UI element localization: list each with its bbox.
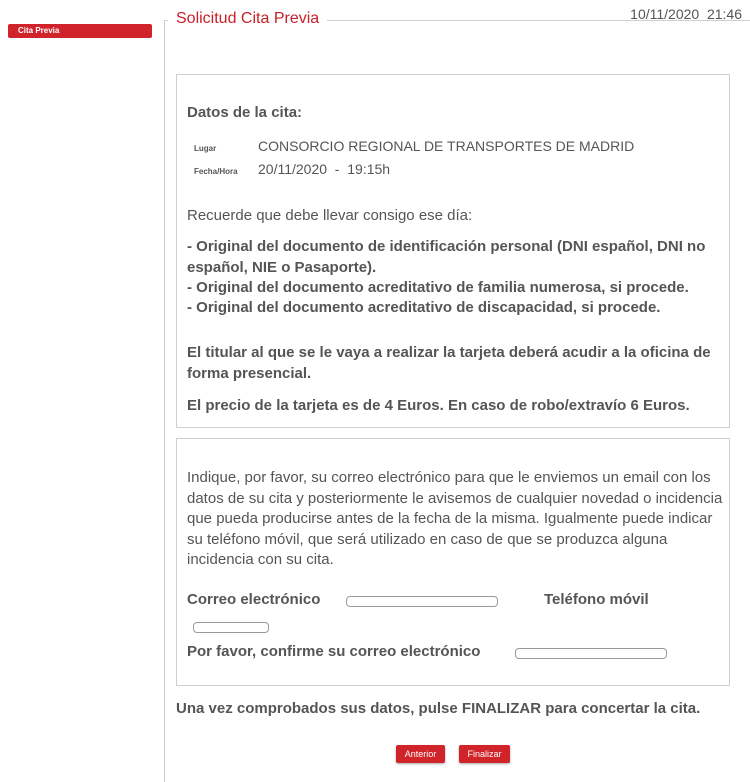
appointment-heading: Datos de la cita: xyxy=(187,104,303,121)
place-label: Lugar xyxy=(194,144,217,153)
previous-button[interactable]: Anterior xyxy=(396,745,445,763)
place-value: CONSORCIO REGIONAL DE TRANSPORTES DE MADRID xyxy=(258,138,635,154)
contact-intro: Indique, por favor, su correo electrónico para que le enviemos un email con los datos de su cita y posteriormente le avisemos de cualquier novedad o incidencia que pueda producirse antes de la fecha de la misma. Igualmente puede indicar su teléfono móvil, que será utilizado en caso de que se produzca alguna incidencia con su cita. xyxy=(187,469,723,568)
price-note: El precio de la tarjeta es de 4 Euros. En caso de robo/extravío 6 Euros. xyxy=(187,397,690,414)
email-input[interactable] xyxy=(346,596,498,607)
phone-label: Teléfono móvil xyxy=(544,591,649,608)
phone-input[interactable] xyxy=(193,622,269,633)
reminder-text: Recuerde que debe llevar consigo ese día: xyxy=(187,207,473,224)
required-document-1: - Original del documento de identificación personal (DNI español, DNI no español, NIE o Pasaporte). xyxy=(187,238,706,276)
sidebar-item-cita-previa[interactable]: Cita Previa xyxy=(8,24,152,38)
holder-note: El titular al que se le vaya a realizar la tarjeta deberá acudir a la oficina de forma presencial. xyxy=(187,344,711,382)
required-document-2: - Original del documento acreditativo de familia numerosa, si procede. xyxy=(187,279,689,296)
email-label: Correo electrónico xyxy=(187,591,321,608)
required-document-3: - Original del documento acreditativo de discapacidad, si procede. xyxy=(187,299,661,316)
confirm-email-input[interactable] xyxy=(515,648,667,659)
finish-button[interactable]: Finalizar xyxy=(459,745,510,763)
confirm-email-label: Por favor, confirme su correo electrónico xyxy=(187,643,481,660)
page-title: Solicitud Cita Previa xyxy=(168,10,327,28)
sidebar xyxy=(0,0,160,782)
header-datetime: 10/11/2020 21:46 xyxy=(630,6,742,22)
datetime-value: 20/11/2020 - 19:15h xyxy=(258,161,391,177)
datetime-label: Fecha/Hora xyxy=(194,167,238,176)
finalize-note: Una vez comprobados sus datos, pulse FINALIZAR para concertar la cita. xyxy=(176,700,701,717)
